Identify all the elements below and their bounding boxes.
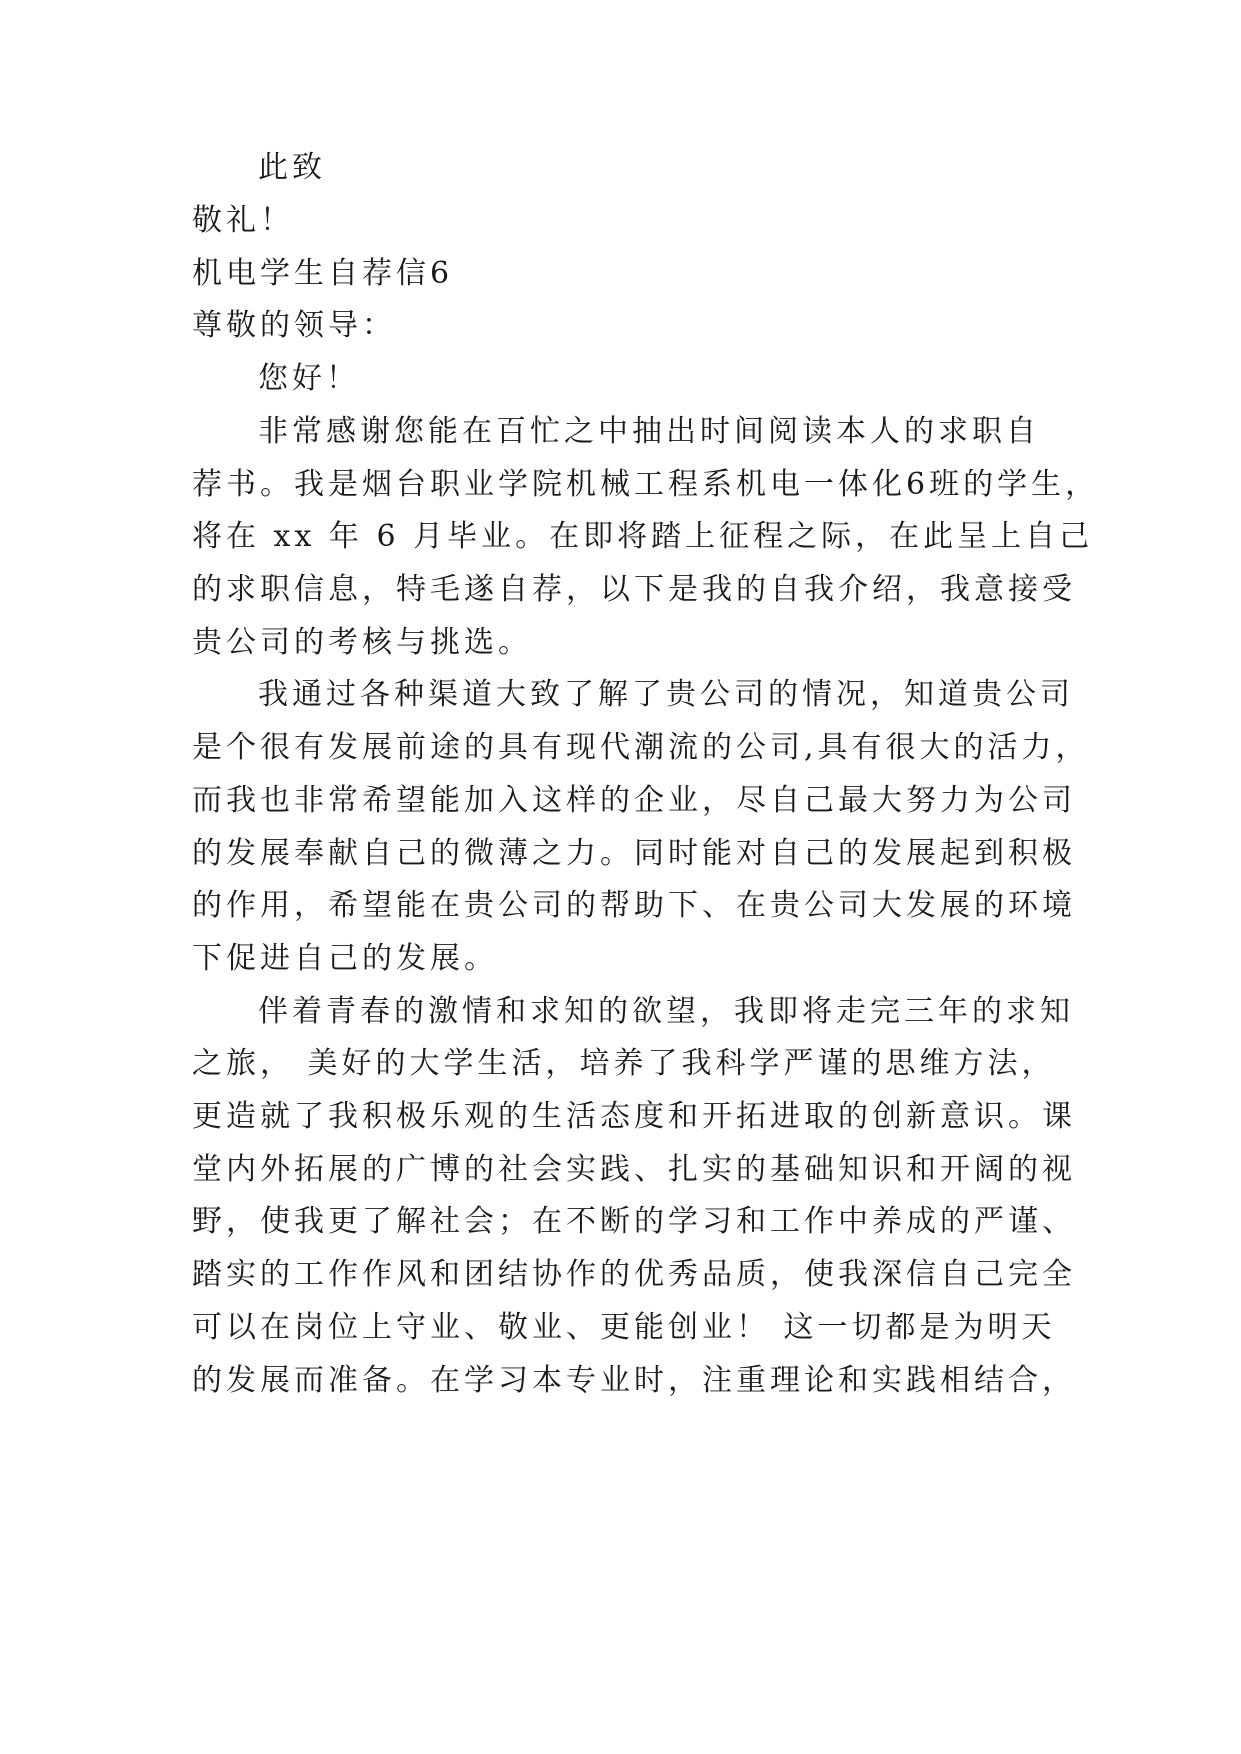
paragraph-line: 之旅， 美好的大学生活，培养了我科学严谨的思维方法， (192, 1046, 1056, 1081)
paragraph-line: 更造就了我积极乐观的生活态度和开拓进取的创新意识。课 (192, 1099, 1076, 1134)
hello-line: 您好！ (258, 361, 360, 396)
paragraph-line: 伴着青春的激情和求知的欲望，我即将走完三年的求知 (258, 994, 1074, 1029)
paragraph-line: 的求职信息，特毛遂自荐，以下是我的自我介绍，我意接受 (192, 572, 1076, 607)
paragraph-line: 而我也非常希望能加入这样的企业，尽自己最大努力为公司 (192, 783, 1076, 818)
paragraph-line: 荐书。我是烟台职业学院机械工程系机电一体化6班的学生， (192, 467, 1100, 502)
paragraph-line: 我通过各种渠道大致了解了贵公司的情况，知道贵公司 (258, 677, 1074, 712)
letter-title: 机电学生自荐信6 (192, 256, 454, 291)
closing-line: 此致 (258, 150, 326, 185)
paragraph-line: 非常感谢您能在百忙之中抽出时间阅读本人的求职自 (258, 414, 1040, 449)
paragraph-line: 野，使我更了解社会；在不断的学习和工作中养成的严谨、 (192, 1204, 1076, 1239)
paragraph-line: 贵公司的考核与挑选。 (192, 625, 532, 660)
paragraph-line: 的作用，希望能在贵公司的帮助下、在贵公司大发展的环境 (192, 888, 1076, 923)
paragraph-line: 的发展奉献自己的微薄之力。同时能对自己的发展起到积极 (192, 836, 1076, 871)
paragraph-line: 下促进自己的发展。 (192, 941, 498, 976)
paragraph-line: 踏实的工作作风和团结协作的优秀品质，使我深信自己完全 (192, 1257, 1076, 1292)
paragraph-line: 堂内外拓展的广博的社会实践、扎实的基础知识和开阔的视 (192, 1152, 1076, 1187)
paragraph-line: 将在 xx 年 6 月毕业。在即将踏上征程之际，在此呈上自己 (192, 519, 1094, 554)
paragraph-line: 是个很有发展前途的具有现代潮流的公司,具有很大的活力， (192, 730, 1090, 765)
salute-line: 敬礼！ (192, 203, 294, 238)
paragraph-line: 的发展而准备。在学习本专业时，注重理论和实践相结合， (192, 1363, 1076, 1398)
greeting-line: 尊敬的领导： (192, 308, 396, 343)
paragraph-line: 可以在岗位上守业、敬业、更能创业！ 这一切都是为明天 (192, 1310, 1056, 1345)
